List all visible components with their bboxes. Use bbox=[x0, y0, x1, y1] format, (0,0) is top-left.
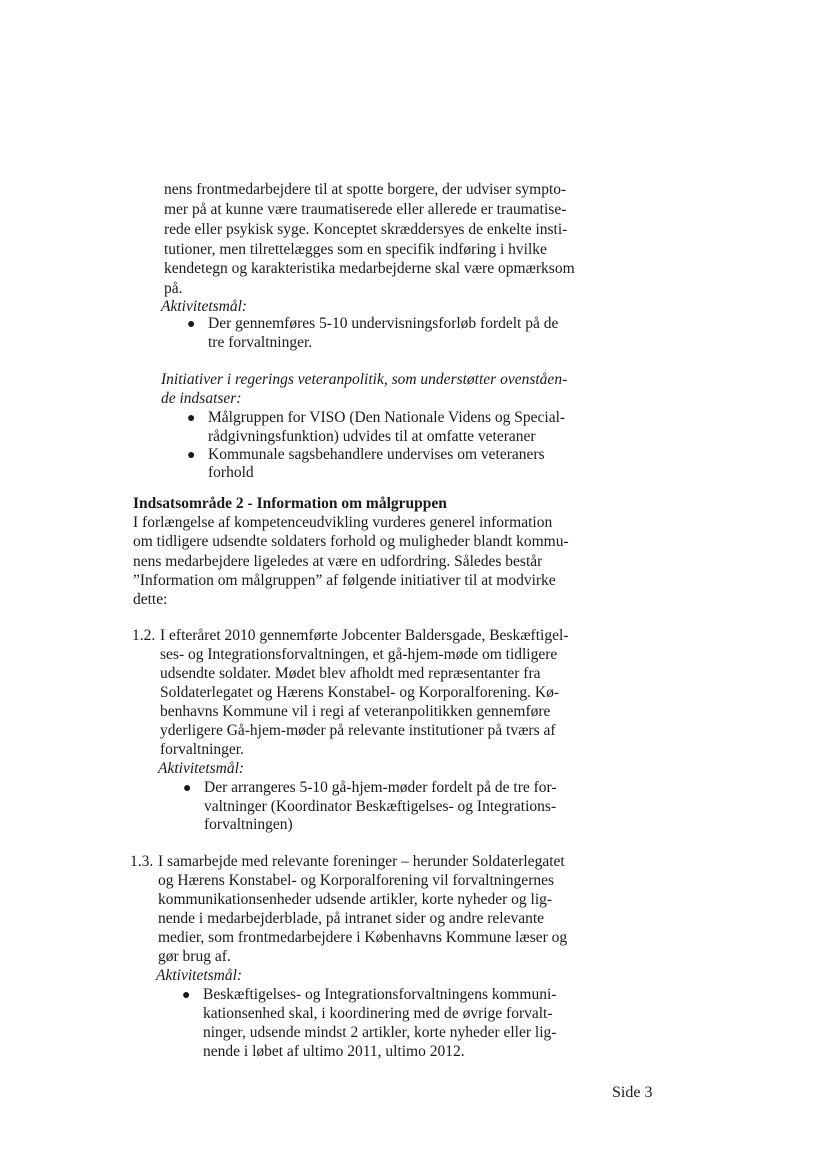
bullet-icon: ● bbox=[182, 988, 191, 1003]
bullet-text: forvaltningen) bbox=[204, 816, 293, 833]
page-number: Side 3 bbox=[612, 1084, 653, 1101]
bullet-text: ninger, udsende mindst 2 artikler, korte nyheder eller lig- bbox=[203, 1024, 557, 1041]
item-number: 1.3. bbox=[130, 853, 154, 870]
bullet-text: Der arrangeres 5-10 gå-hjem-møder fordelt på de tre for- bbox=[204, 779, 557, 796]
paragraph-line: medier, som frontmedarbejdere i Københavns Kommune læser og bbox=[158, 929, 568, 946]
bullet-text: kationsenhed skal, i koordinering med de øvrige forvalt- bbox=[203, 1005, 553, 1022]
paragraph-line: I forlængelse af kompetenceudvikling vurderes generel information bbox=[133, 514, 553, 531]
bullet-text: Kommunale sagsbehandlere undervises om veteraners bbox=[208, 446, 545, 463]
paragraph-line: på. bbox=[164, 280, 183, 297]
goal-label: Aktivitetsmål: bbox=[158, 760, 245, 777]
bullet-text: tre forvaltninger. bbox=[208, 334, 313, 351]
paragraph-line: og Hærens Konstabel- og Korporalforening vil forvaltningernes bbox=[158, 872, 555, 889]
bullet-icon: ● bbox=[183, 781, 192, 796]
goal-label: Aktivitetsmål: bbox=[156, 967, 243, 984]
section-heading: Indsatsområde 2 - Information om målgruppen bbox=[133, 495, 447, 512]
paragraph-line: mer på at kunne være traumatiserede eller allerede er traumatise- bbox=[164, 201, 567, 218]
paragraph-line: tutioner, men tilrettelægges som en specifik indføring i hvilke bbox=[164, 241, 547, 258]
paragraph-line: udsendte soldater. Mødet blev afholdt med repræsentanter fra bbox=[160, 665, 541, 682]
paragraph-line: kommunikationsenheder udsende artikler, korte nyheder og lig- bbox=[158, 891, 553, 908]
initiatives-heading: de indsatser: bbox=[161, 390, 242, 407]
paragraph-line: om tidligere udsendte soldaters forhold og muligheder blandt kommu- bbox=[133, 533, 569, 550]
paragraph-line: nende i medarbejderblade, på intranet sider og andre relevante bbox=[158, 910, 545, 927]
paragraph-line: gør brug af. bbox=[158, 948, 231, 965]
paragraph-line: rede eller psykisk syge. Konceptet skræddersyes de enkelte insti- bbox=[164, 221, 568, 238]
paragraph-line: forvaltninger. bbox=[160, 741, 244, 758]
initiatives-heading: Initiativer i regerings veteranpolitik, som understøtter ovenståen- bbox=[161, 371, 568, 388]
paragraph-line: ses- og Integrationsforvaltningen, et gå-hjem-møde om tidligere bbox=[160, 646, 558, 663]
bullet-icon: ● bbox=[187, 448, 196, 463]
bullet-icon: ● bbox=[187, 317, 196, 332]
paragraph-line: kendetegn og karakteristika medarbejderne skal være opmærksom bbox=[164, 260, 575, 277]
paragraph-line: nens frontmedarbejdere til at spotte borgere, der udviser sympto- bbox=[164, 181, 567, 198]
bullet-text: Målgruppen for VISO (Den Nationale Videns og Special- bbox=[208, 409, 566, 426]
bullet-text: Beskæftigelses- og Integrationsforvaltningens kommuni- bbox=[203, 986, 557, 1003]
paragraph-line: dette: bbox=[133, 591, 168, 608]
paragraph-line: Soldaterlegatet og Hærens Konstabel- og Korporalforening. Kø- bbox=[160, 684, 560, 701]
bullet-text: nende i løbet af ultimo 2011, ultimo 2012. bbox=[203, 1043, 465, 1060]
bullet-text: valtninger (Koordinator Beskæftigelses- og Integrations- bbox=[204, 798, 557, 815]
bullet-text: rådgivningsfunktion) udvides til at omfatte veteraner bbox=[208, 428, 536, 445]
paragraph-line: nens medarbejdere ligeledes at være en udfordring. Således består bbox=[133, 553, 543, 570]
goal-label: Aktivitetsmål: bbox=[161, 298, 248, 315]
paragraph-line: yderligere Gå-hjem-møder på relevante institutioner på tværs af bbox=[160, 722, 556, 739]
bullet-text: Der gennemføres 5-10 undervisningsforløb fordelt på de bbox=[208, 315, 559, 332]
item-number: 1.2. bbox=[132, 627, 156, 644]
paragraph-line: ”Information om målgruppen” af følgende initiativer til at modvirke bbox=[133, 572, 556, 589]
paragraph-line: benhavns Kommune vil i regi af veteranpolitikken gennemføre bbox=[160, 703, 551, 720]
bullet-text: forhold bbox=[208, 464, 254, 481]
bullet-icon: ● bbox=[187, 411, 196, 426]
paragraph-line: I samarbejde med relevante foreninger – herunder Soldaterlegatet bbox=[158, 853, 565, 870]
paragraph-line: I efteråret 2010 gennemførte Jobcenter Baldersgade, Beskæftigel- bbox=[160, 627, 569, 644]
